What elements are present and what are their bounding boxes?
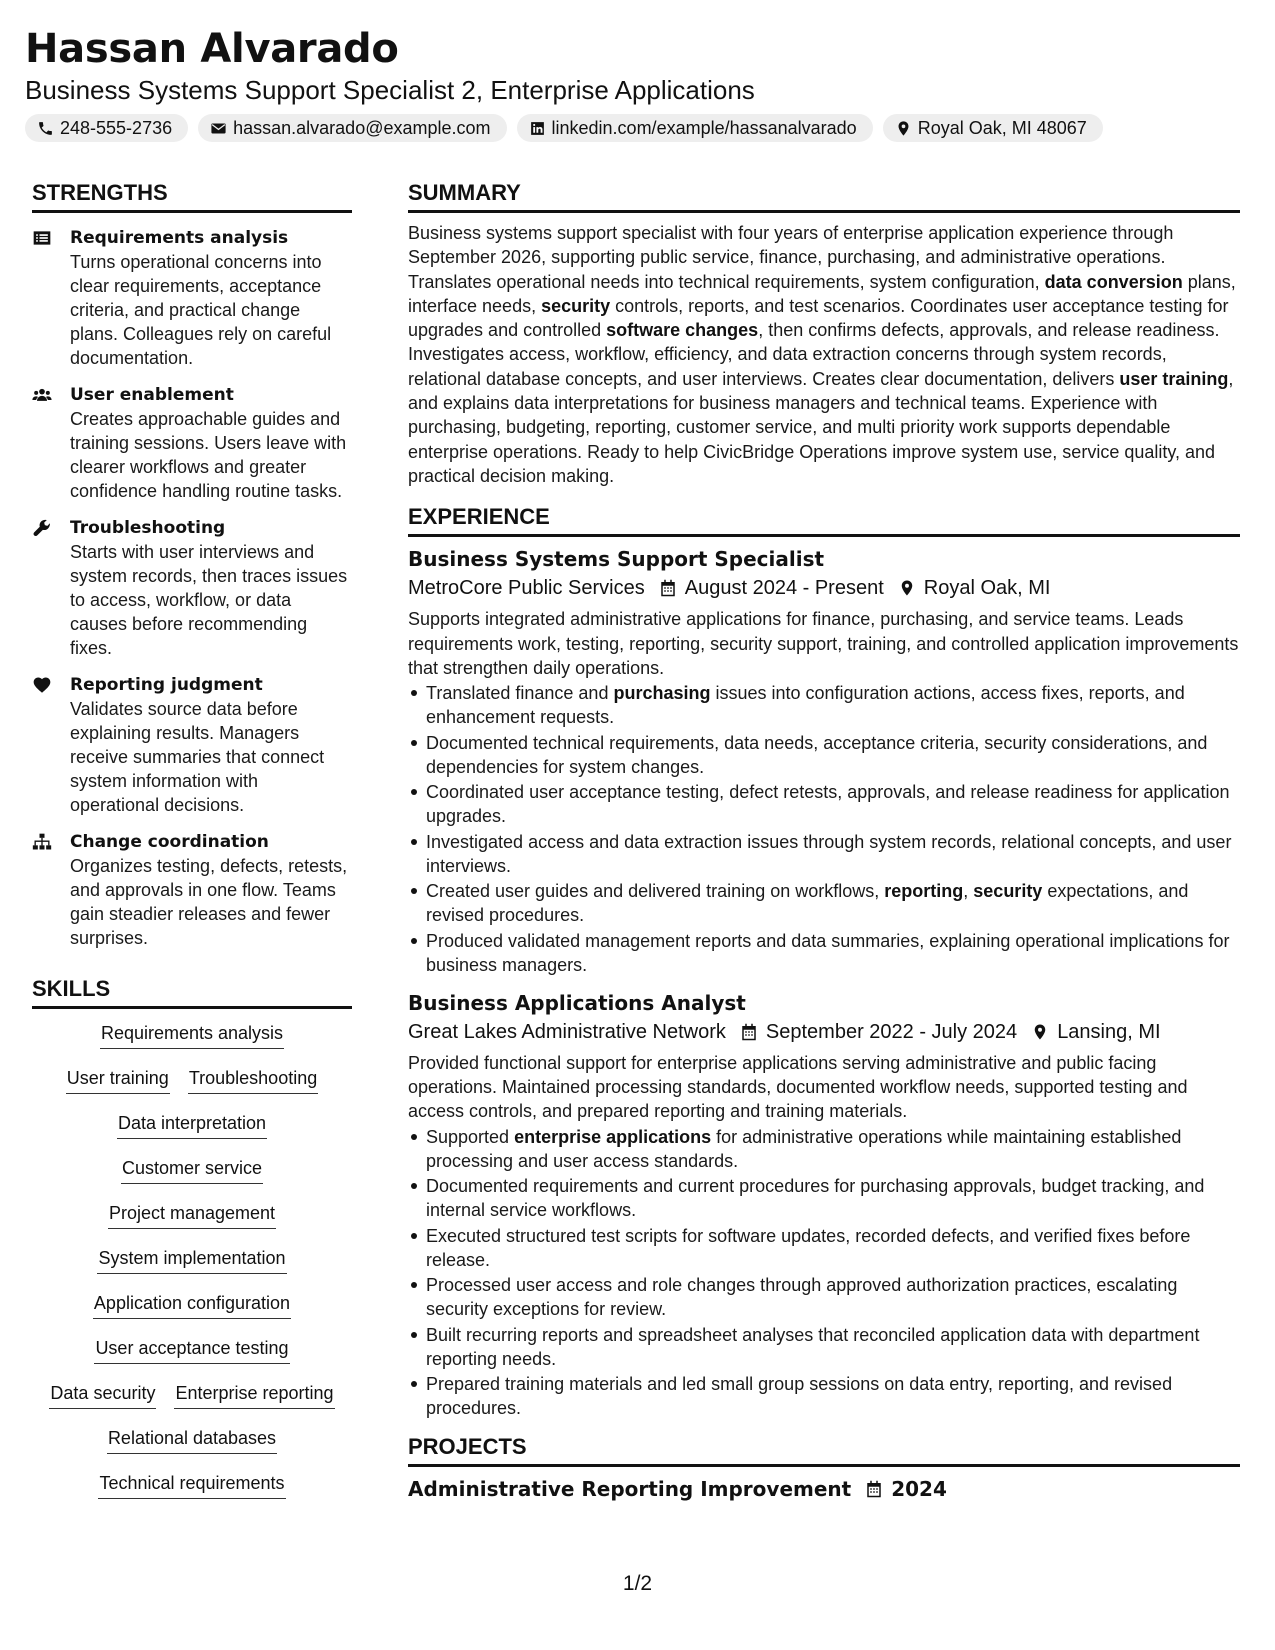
summary-keyword: security: [541, 295, 611, 316]
bullet-segment: expectations, and revised procedures.: [426, 881, 1189, 926]
summary-segment: Business systems support specialist with four years of enterprise application experience through September 2026, supporting public service, finance, purchasing, and administrative operations. Translates operational needs into technical requirements, system configuration,: [408, 223, 1174, 292]
job-bullet: [408, 879, 1240, 927]
summary-heading: SUMMARY: [408, 180, 1240, 213]
skill-tag: Project management: [108, 1201, 276, 1229]
job-location: Royal Oak, MI: [923, 577, 1051, 600]
calendar-icon: [865, 1480, 883, 1498]
skill-row: [93, 1291, 291, 1336]
job-bullet: [408, 681, 1240, 729]
skill-row: [97, 1246, 286, 1291]
contact-linkedin-text: linkedin.com/example/hassanalvarado: [551, 117, 857, 138]
job-description: Provided functional support for enterprise applications serving administrative and public facing operations. Maintained processing standards, documented workflow needs, supported testing and access controls, and prepared reporting and training materials.: [408, 1052, 1188, 1122]
job-bullet: [408, 780, 1240, 828]
users-icon: [32, 385, 52, 405]
bullet-keyword: reporting: [884, 881, 964, 902]
job-dates: September 2022 - July 2024: [765, 1020, 1018, 1043]
contact-email[interactable]: [198, 114, 506, 142]
bullet-segment: Prepared training materials and led small group sessions on data entry, reporting, and revised procedures.: [426, 1374, 1173, 1419]
project-title: Administrative Reporting Improvement: [408, 1477, 852, 1502]
bullet-segment: Coordinated user acceptance testing, defect retests, approvals, and release readiness for application upgrades.: [426, 782, 1230, 827]
contact-email-text: hassan.alvarado@example.com: [233, 117, 491, 138]
bullet-keyword: enterprise applications: [514, 1126, 712, 1147]
sitemap-icon: [32, 832, 52, 852]
bullet-segment: Built recurring reports and spreadsheet analyses that reconciled application data with department reporting needs.: [426, 1324, 1200, 1369]
skill-row: [94, 1336, 289, 1381]
skill-tag: User acceptance testing: [94, 1336, 289, 1364]
strength-item: [32, 673, 352, 817]
bullet-segment: ,: [963, 881, 974, 902]
skills-heading: SKILLS: [32, 976, 352, 1009]
job-bullets: [408, 1125, 1240, 1421]
job-location: Lansing, MI: [1057, 1020, 1161, 1043]
job-dates: August 2024 - Present: [684, 577, 884, 600]
strength-item: [32, 226, 352, 370]
strength-description: Turns operational concerns into clear requirements, acceptance criteria, and practical change plans. Colleagues rely on careful documentation.: [70, 252, 332, 368]
skill-tag: Data interpretation: [117, 1111, 267, 1139]
contact-phone-text: 248-555-2736: [60, 117, 173, 138]
job-meta: [408, 573, 1240, 603]
phone-icon: [37, 120, 54, 137]
strength-item: [32, 516, 352, 660]
location-pin-icon: [895, 120, 912, 137]
job-bullet: [408, 1372, 1240, 1420]
skill-tag: Technical requirements: [98, 1471, 285, 1499]
summary-segment: , and explains data interpretations for business managers and technical teams. Experience with purchasing, budgeting, reporting, customer service, and multi priority work supports dependable enterprise operations. Ready to help CivicBridge Operations improve system use, service quality, and practical decision making.: [408, 368, 1234, 486]
job-bullet: [408, 1323, 1240, 1371]
project-entry: [408, 1475, 1240, 1503]
strength-item: [32, 383, 352, 503]
strength-description: Starts with user interviews and system records, then traces issues to access, workflow, or data causes before recommending fixes.: [70, 542, 348, 658]
job-bullet: [408, 830, 1240, 878]
bullet-segment: Supported: [426, 1126, 515, 1147]
projects-heading: PROJECTS: [408, 1434, 1240, 1467]
skill-tag: User training: [66, 1066, 170, 1094]
bullet-segment: Executed structured test scripts for software updates, recorded defects, and verified fixes before release.: [426, 1225, 1191, 1270]
skill-tag: Relational databases: [107, 1426, 277, 1454]
bullet-segment: issues into configuration actions, access fixes, reports, and enhancement requests.: [426, 683, 1185, 728]
left-column: [32, 180, 352, 1516]
strength-description: Creates approachable guides and training sessions. Users leave with clearer workflows and greater confidence handling routine tasks.: [70, 409, 347, 501]
page-number: 1/2: [622, 1572, 653, 1595]
skill-row: [49, 1381, 334, 1426]
bullet-segment: Produced validated management reports and data summaries, explaining operational implications for business managers.: [426, 930, 1230, 975]
strength-title: Reporting judgment: [70, 675, 263, 695]
job-description: Supports integrated administrative applications for finance, purchasing, and service teams. Leads requirements work, testing, reporting, security support, training, and controlled application improvements that strengthen daily operations.: [408, 609, 1239, 678]
job-bullet: [408, 1174, 1240, 1222]
bullet-segment: Created user guides and delivered training on workflows,: [426, 881, 885, 902]
summary-keyword: user training: [1119, 368, 1229, 389]
job-company: Great Lakes Administrative Network: [408, 1020, 726, 1043]
summary-text: [408, 221, 1240, 488]
strengths-heading: STRENGTHS: [32, 180, 352, 213]
right-column: [408, 180, 1240, 1503]
bullet-segment: Processed user access and role changes through approved authorization practices, escalating security exceptions for review.: [426, 1275, 1178, 1320]
contact-phone[interactable]: [25, 114, 188, 142]
strength-description: Organizes testing, defects, retests, and approvals in one flow. Teams gain steadier releases and fewer surprises.: [70, 856, 348, 948]
skill-row: [121, 1156, 263, 1201]
wrench-icon: [32, 518, 52, 538]
job-entry: [408, 545, 1240, 976]
job-bullet: [408, 1224, 1240, 1272]
skill-row: [98, 1471, 285, 1516]
skill-row: [107, 1426, 277, 1471]
skill-row: [100, 1021, 284, 1066]
job-bullet: [408, 731, 1240, 779]
strength-title: Change coordination: [70, 832, 269, 852]
skill-tag: Requirements analysis: [100, 1021, 284, 1049]
summary-segment: controls, reports, and test scenarios. Coordinates user acceptance testing for upgrades and controlled: [408, 295, 1229, 341]
job-entry: [408, 989, 1240, 1420]
skill-tag: Data security: [49, 1381, 156, 1409]
skill-tag: System implementation: [97, 1246, 286, 1274]
job-role: Business Systems Support Specialist: [408, 547, 825, 572]
project-year: 2024: [891, 1477, 947, 1502]
strength-item: [32, 830, 352, 950]
job-company: MetroCore Public Services: [408, 577, 645, 600]
bullet-segment: Documented requirements and current procedures for purchasing approvals, budget tracking, and internal service workflows.: [426, 1176, 1205, 1221]
skill-row: [117, 1111, 267, 1156]
contact-location: [883, 114, 1103, 142]
strength-description: Validates source data before explaining results. Managers receive summaries that connect system information with operational decisions.: [70, 699, 325, 815]
summary-segment: , then confirms defects, approvals, and release readiness. Investigates access, workflow, efficiency, and data extraction concerns through system records, relational database concepts, and user interviews. Creates clear documentation, delivers: [408, 320, 1220, 389]
bullet-keyword: security: [973, 881, 1043, 902]
job-meta: [408, 1017, 1240, 1047]
skill-tag: Enterprise reporting: [174, 1381, 334, 1409]
strength-title: Requirements analysis: [70, 228, 289, 248]
bullet-segment: Investigated access and data extraction issues through system records, relational concepts, and user interviews.: [426, 831, 1232, 876]
strength-title: Troubleshooting: [70, 518, 226, 538]
bullet-segment: for administrative operations while maintaining established processing and user access standards.: [426, 1126, 1182, 1171]
job-bullet: [408, 1273, 1240, 1321]
skills-list: [32, 1021, 352, 1516]
location-pin-icon: [898, 579, 916, 597]
bullet-keyword: purchasing: [613, 683, 711, 704]
calendar-icon: [659, 579, 677, 597]
envelope-icon: [210, 120, 227, 137]
contact-linkedin[interactable]: [517, 114, 873, 142]
candidate-name: Hassan Alvarado: [25, 26, 399, 72]
bullet-segment: Documented technical requirements, data needs, acceptance criteria, security considerations, and dependencies for system changes.: [426, 732, 1208, 777]
bullet-segment: Translated finance and: [426, 683, 614, 704]
job-bullet: [408, 1125, 1240, 1173]
skill-tag: Troubleshooting: [188, 1066, 318, 1094]
calendar-icon: [740, 1023, 758, 1041]
heart-icon: [32, 675, 52, 695]
summary-keyword: data conversion: [1044, 271, 1183, 292]
summary-segment: plans, interface needs,: [408, 271, 1236, 316]
contact-bar: [25, 114, 1103, 142]
skill-row: [66, 1066, 318, 1111]
experience-heading: EXPERIENCE: [408, 504, 1240, 537]
job-title-heading: Business Systems Support Specialist 2, Enterprise Applications: [25, 75, 755, 105]
job-role: Business Applications Analyst: [408, 990, 746, 1015]
contact-location-text: Royal Oak, MI 48067: [917, 117, 1087, 138]
job-bullet: [408, 929, 1240, 977]
linkedin-icon: [529, 120, 546, 137]
list-icon: [32, 228, 52, 248]
summary-keyword: software changes: [606, 320, 759, 341]
skill-row: [108, 1201, 276, 1246]
strength-title: User enablement: [70, 385, 234, 405]
job-bullets: [408, 681, 1240, 977]
location-pin-icon: [1031, 1023, 1049, 1041]
skill-tag: Customer service: [121, 1156, 263, 1184]
skill-tag: Application configuration: [93, 1291, 291, 1319]
